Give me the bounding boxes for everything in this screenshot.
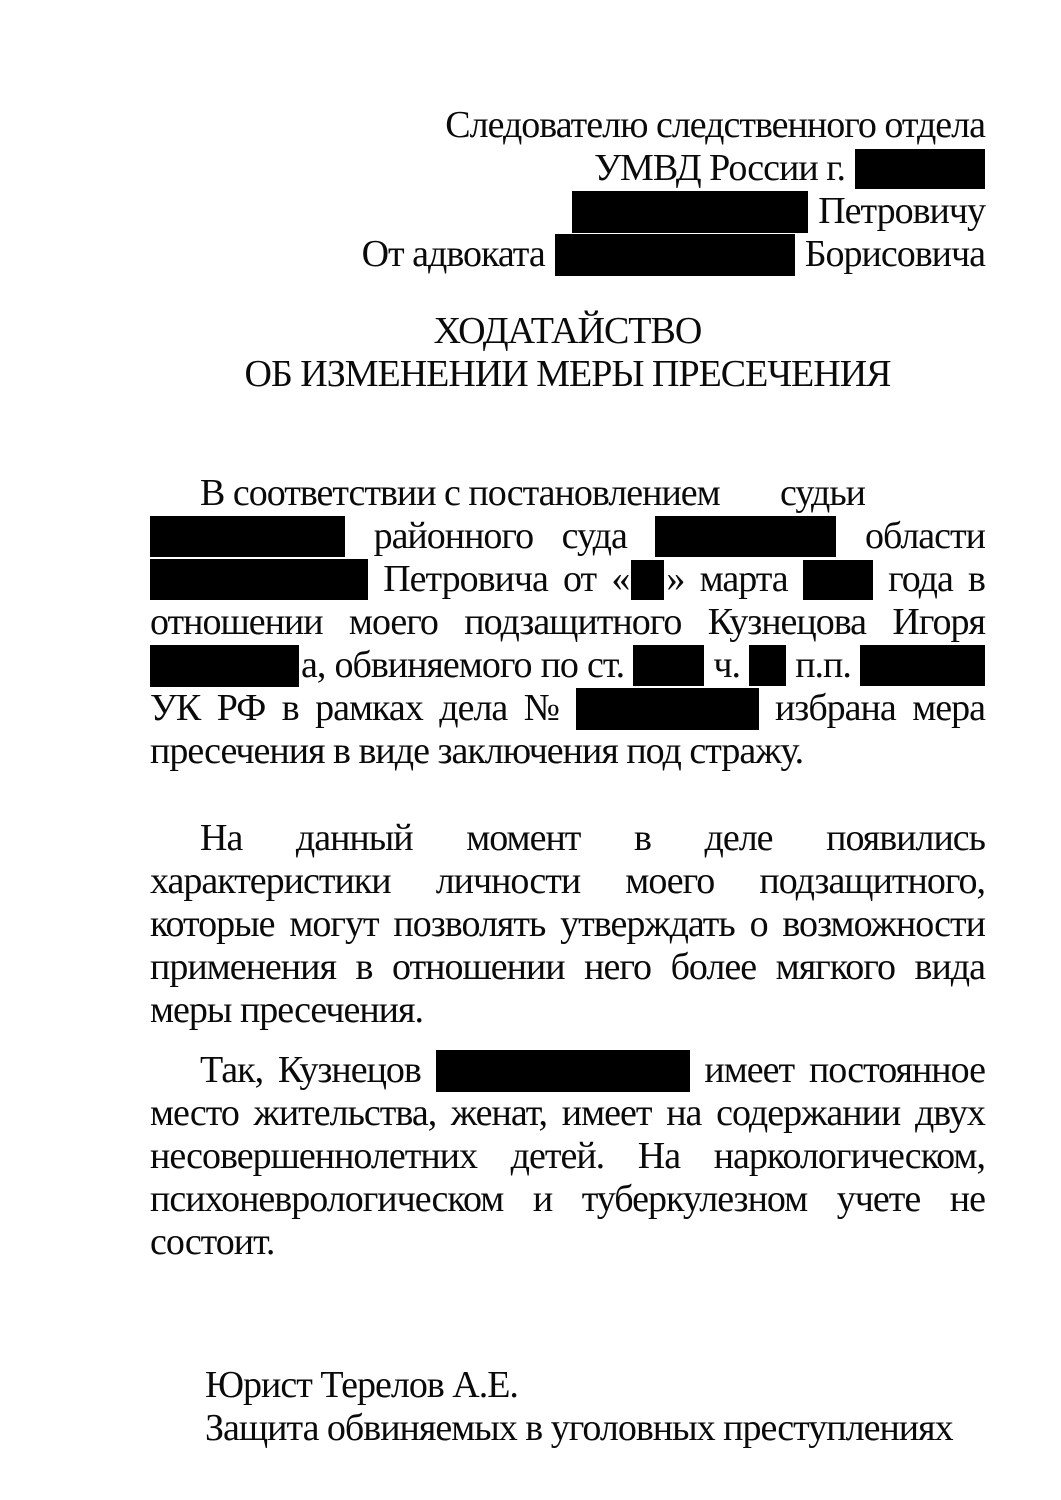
text-line (150, 687, 985, 730)
word: Юрист Терелов А.Е. (205, 1364, 518, 1406)
token-group (611, 558, 684, 601)
text-line (150, 558, 985, 601)
word: Игоря (892, 601, 985, 643)
word: Петровичу (818, 190, 985, 232)
word: отношении (150, 601, 323, 643)
word: личности (435, 860, 581, 902)
text-line (150, 147, 985, 190)
word: От адвоката (361, 233, 545, 275)
word: него (584, 946, 651, 988)
word: области (864, 515, 985, 557)
text-line (150, 353, 985, 396)
text-line (205, 1364, 985, 1407)
word: Так, (200, 1049, 264, 1091)
word: появились (826, 817, 985, 859)
word: » (666, 558, 685, 600)
word: содержании (716, 1092, 901, 1134)
word: возможности (782, 903, 985, 945)
word: ч. (713, 644, 740, 686)
redaction-box (150, 645, 299, 687)
word: состоит. (150, 1221, 275, 1263)
word: РФ (216, 687, 266, 729)
word: более (670, 946, 757, 988)
word: момент (466, 817, 581, 859)
text-line (150, 1178, 985, 1221)
word: наркологическом, (713, 1135, 985, 1177)
word: Защита обвиняемых в уголовных преступлениях (205, 1407, 953, 1449)
word: № (523, 687, 560, 729)
redaction-box (436, 1050, 690, 1092)
paragraph-personal-circumstances (150, 1049, 985, 1264)
word: избрана (774, 687, 896, 729)
word: меры пресечения. (150, 989, 423, 1031)
word: имеет (561, 1092, 652, 1134)
word: подзащитного (464, 601, 682, 643)
word: мягкого (775, 946, 895, 988)
word: на (666, 1092, 702, 1134)
word: от (563, 558, 597, 600)
text-line (150, 644, 985, 687)
word: деле (704, 817, 773, 859)
word: суда (561, 515, 627, 557)
word: рамках (315, 687, 423, 729)
redaction-box (631, 560, 664, 600)
text-line (150, 1092, 985, 1135)
word: В соответствии с постановлением (200, 472, 720, 514)
word: в (281, 687, 299, 729)
word: отношении (392, 946, 565, 988)
redaction-box (572, 191, 808, 233)
word: ОБ ИЗМЕНЕНИИ МЕРЫ ПРЕСЕЧЕНИЯ (244, 353, 891, 395)
word: ст. (587, 644, 625, 686)
text-line (150, 310, 985, 353)
word: а, (301, 644, 326, 686)
paragraph-personality-grounds (150, 817, 985, 1032)
word: дела (439, 687, 508, 729)
word: Кузнецова (707, 601, 867, 643)
word: п.п. (795, 644, 851, 686)
redaction-box (803, 560, 873, 600)
word: УК (150, 687, 201, 729)
word: позволять (393, 903, 546, 945)
word: Кузнецов (277, 1049, 421, 1091)
text-line (150, 903, 985, 946)
text-line (150, 860, 985, 903)
word: На (200, 817, 243, 859)
redaction-box (150, 516, 345, 557)
word: года (888, 558, 953, 600)
redaction-box (633, 645, 704, 686)
word: моего (348, 601, 438, 643)
word: Петровича (383, 558, 548, 600)
text-line (150, 946, 985, 989)
word: несовершеннолетних (150, 1135, 478, 1177)
text-line (150, 601, 985, 644)
text-line (150, 104, 985, 147)
text-line (150, 1135, 985, 1178)
text-line (150, 515, 985, 558)
word: районного (373, 515, 534, 557)
text-line (150, 1049, 985, 1092)
word: Следователю следственного отдела (445, 104, 985, 146)
word: утверждать (560, 903, 735, 945)
word: данный (295, 817, 413, 859)
redaction-box (855, 149, 985, 189)
word: имеет (704, 1049, 795, 1091)
text-line (150, 1221, 985, 1264)
word: не (949, 1178, 985, 1220)
signature-block (150, 1364, 985, 1450)
word: моего (625, 860, 715, 902)
document-content (150, 104, 985, 1450)
text-line (150, 472, 985, 515)
word: в (633, 817, 651, 859)
paragraph-ruling-details (150, 472, 985, 773)
word: « (611, 558, 630, 600)
text-line (205, 1407, 985, 1450)
word: женат, (450, 1092, 548, 1134)
text-line (150, 730, 985, 773)
document-title (150, 310, 985, 396)
word: по (540, 644, 578, 686)
word: психоневрологическом (150, 1178, 504, 1220)
text-line (150, 233, 985, 276)
word: место (150, 1092, 239, 1134)
redaction-box (655, 516, 836, 557)
word: вида (914, 946, 985, 988)
word: двух (914, 1092, 985, 1134)
word: УМВД России г. (594, 147, 845, 189)
word: о (749, 903, 768, 945)
word: в (968, 558, 985, 600)
word: судьи (780, 472, 865, 514)
word: в (355, 946, 373, 988)
word: учете (836, 1178, 921, 1220)
word: постоянное (808, 1049, 985, 1091)
redaction-box (749, 645, 786, 686)
addressee-block (150, 104, 985, 276)
token-group (150, 644, 325, 687)
word: пресечения в виде заключения под стражу. (150, 730, 804, 772)
text-line (150, 989, 985, 1032)
word: жительства, (253, 1092, 437, 1134)
redaction-box (576, 688, 759, 730)
word: могут (289, 903, 379, 945)
word: детей. (510, 1135, 605, 1177)
word: туберкулезном (581, 1178, 808, 1220)
text-line (150, 190, 985, 233)
text-line (150, 817, 985, 860)
word: ХОДАТАЙСТВО (433, 310, 702, 352)
redaction-box (150, 559, 368, 600)
word: характеристики (150, 860, 391, 902)
redaction-box (860, 645, 985, 686)
word: которые (150, 903, 275, 945)
word: мера (912, 687, 985, 729)
word: Борисовича (804, 233, 985, 275)
word: На (637, 1135, 681, 1177)
word: марта (699, 558, 788, 600)
word: обвиняемого (334, 644, 532, 686)
word: применения (150, 946, 336, 988)
word: подзащитного, (759, 860, 985, 902)
redaction-box (555, 234, 795, 276)
word: и (532, 1178, 553, 1220)
